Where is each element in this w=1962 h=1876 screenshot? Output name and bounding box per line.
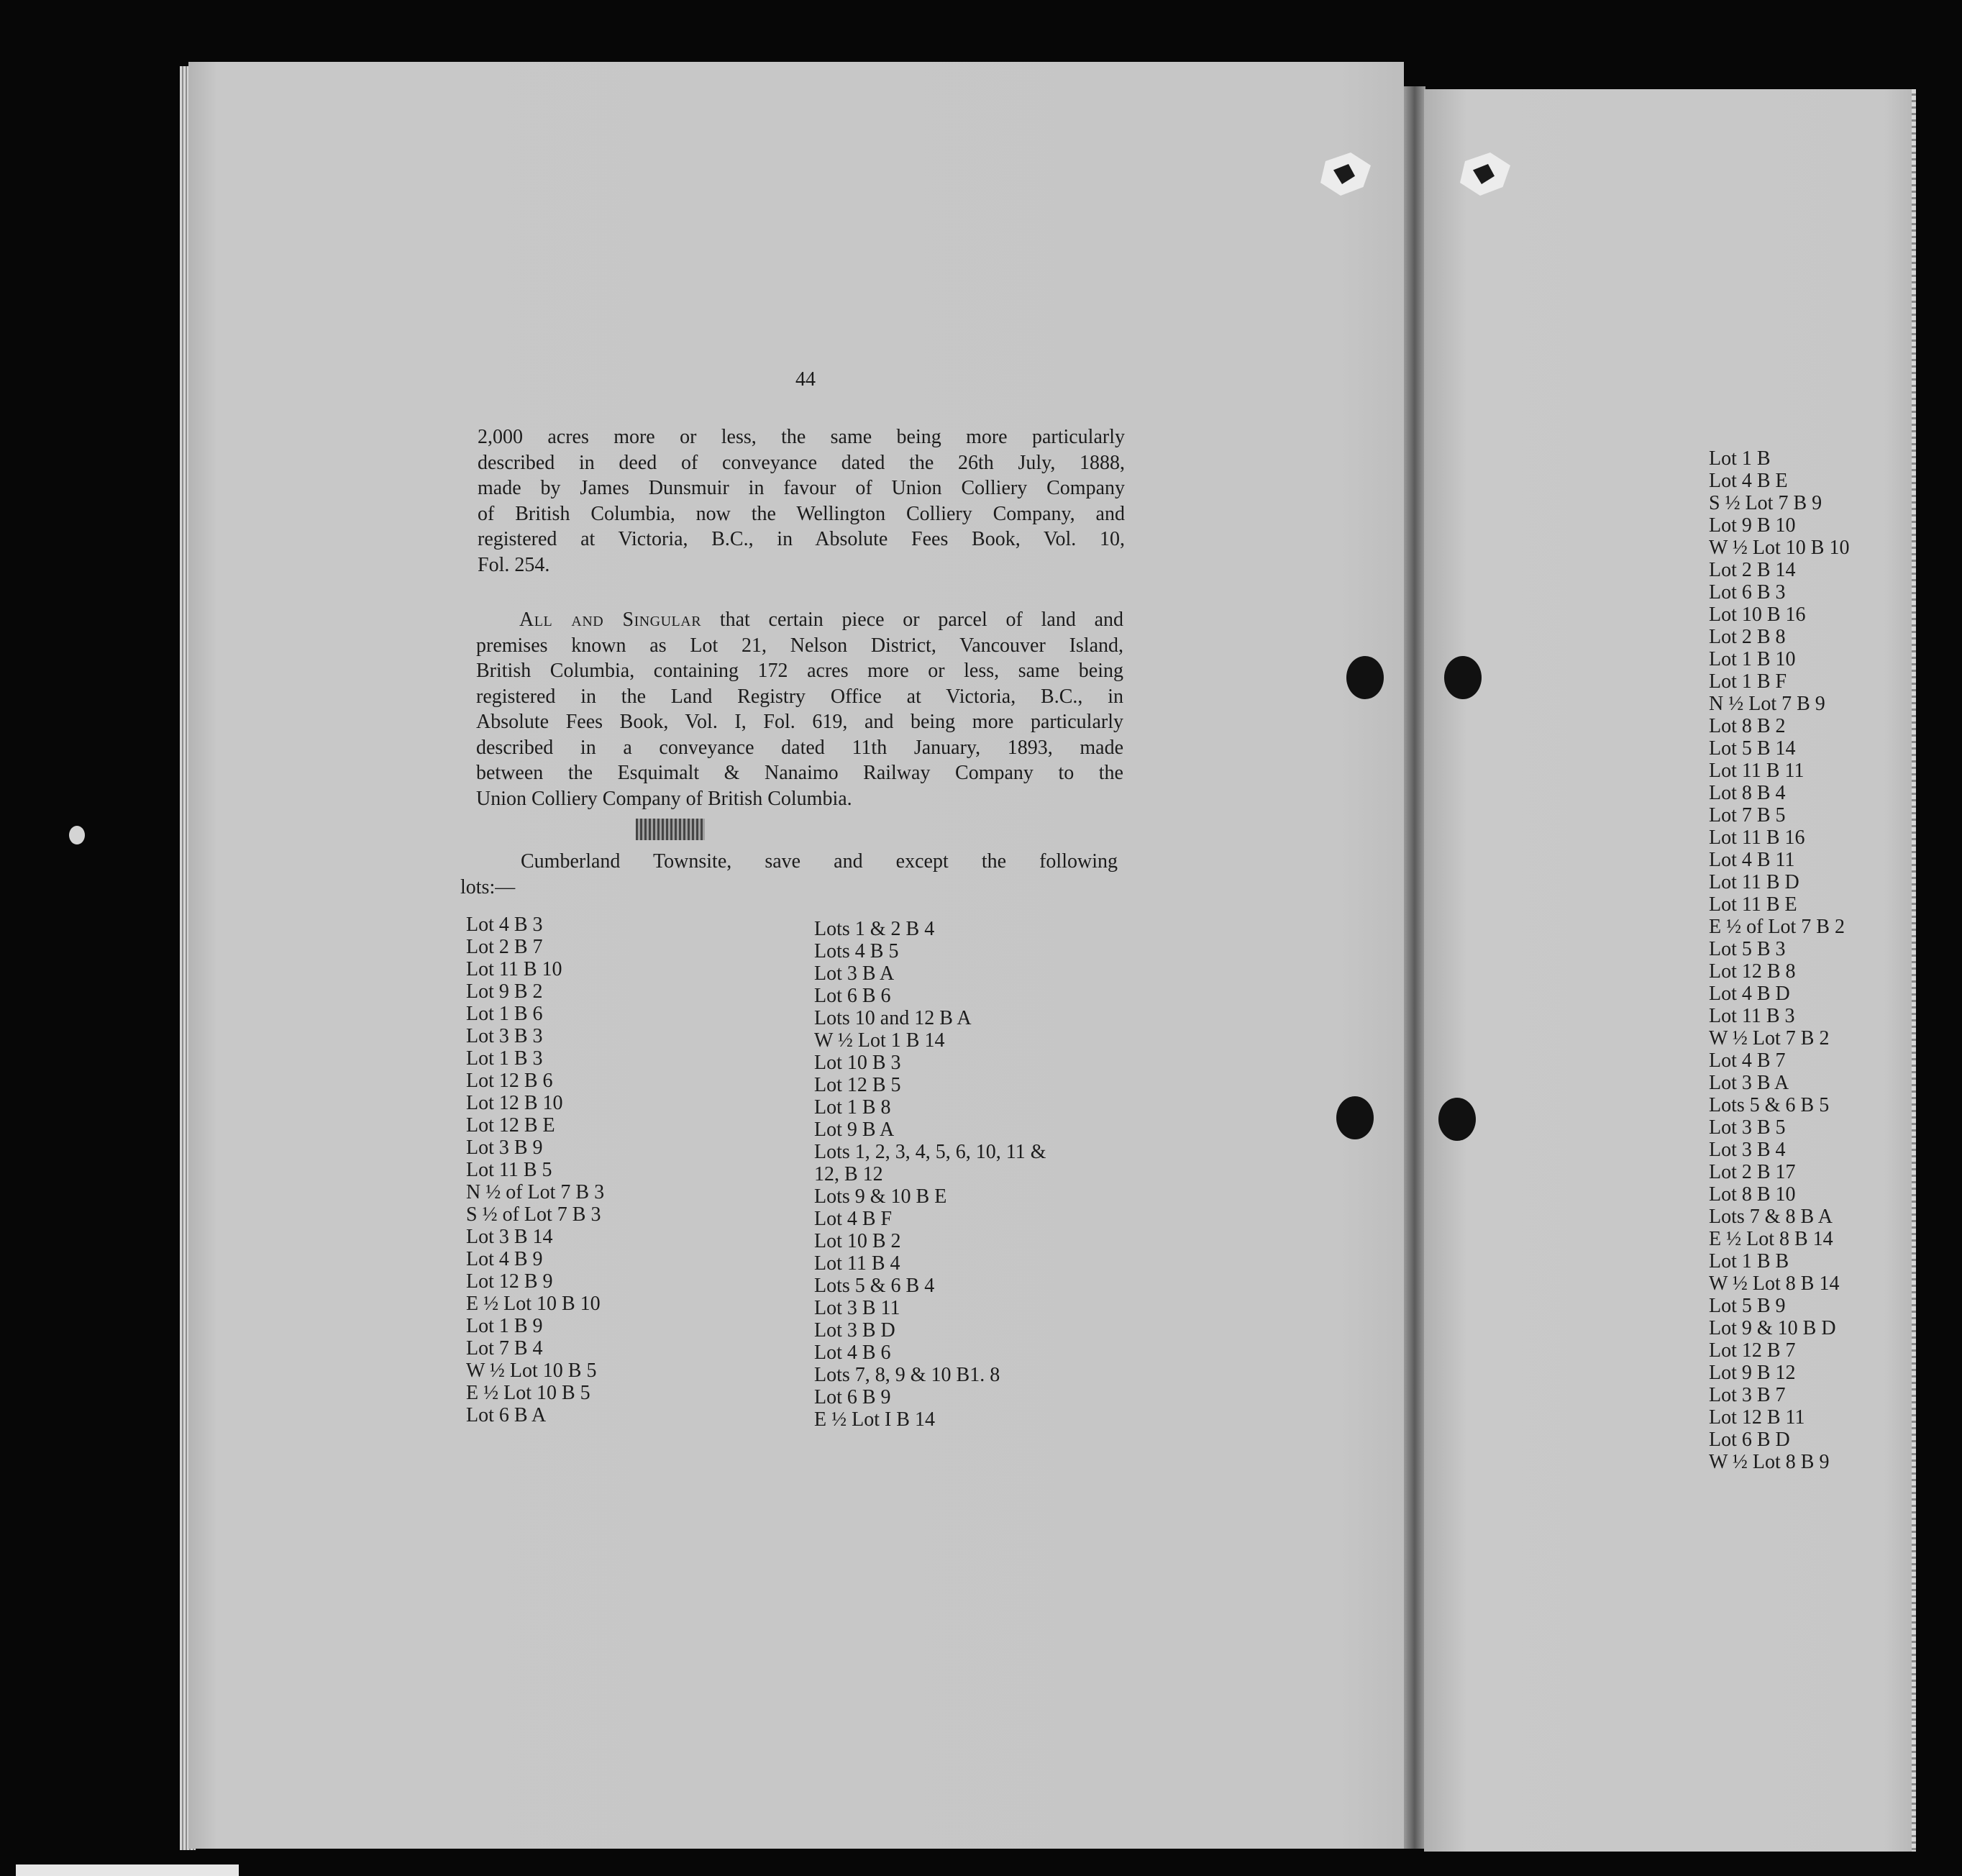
- lot-entry: Lot 9 B A: [814, 1119, 895, 1141]
- paragraph-line: British Columbia, containing 172 acres more or less, same being: [476, 660, 1123, 682]
- lot-entry: Lot 11 B 11: [1709, 760, 1804, 782]
- lot-entry: Lot 1 B 6: [466, 1003, 543, 1025]
- lot-entry: S ½ of Lot 7 B 3: [466, 1203, 601, 1226]
- lot-entry: Lot 12 B 10: [466, 1092, 563, 1114]
- lot-entry: Lot 10 B 2: [814, 1230, 901, 1252]
- paragraph-lot-21: [476, 607, 1123, 811]
- lot-entry: Lot 5 B 9: [1709, 1295, 1786, 1317]
- lot-entry: Lot 10 B 3: [814, 1052, 901, 1074]
- paper-blot: [69, 826, 85, 844]
- paragraph-line: between the Esquimalt & Nanaimo Railway Company to the: [476, 762, 1123, 784]
- lot-entry: Lot 2 B 8: [1709, 626, 1786, 648]
- paragraph-line: described in deed of conveyance dated the 26th July, 1888,: [478, 451, 1125, 474]
- lot-entry: W ½ Lot 10 B 10: [1709, 537, 1850, 559]
- lot-entry: Lot 12 B 9: [466, 1270, 553, 1293]
- lot-entry: W ½ Lot 10 B 5: [466, 1360, 597, 1382]
- lot-entry: Lot 4 B 6: [814, 1342, 891, 1364]
- lot-entry: 12, B 12: [814, 1163, 883, 1185]
- lot-list-column-1: [466, 914, 604, 1426]
- lot-entry: Lot 9 B 10: [1709, 514, 1796, 537]
- paragraph-line: made by James Dunsmuir in favour of Union Colliery Company: [478, 477, 1125, 499]
- lot-entry: Lot 5 B 14: [1709, 737, 1796, 760]
- paragraph-line: Cumberland Townsite, save and except the following: [521, 850, 1118, 873]
- lot-entry: E ½ of Lot 7 B 2: [1709, 916, 1845, 938]
- lot-entry: Lot 1 B B: [1709, 1250, 1789, 1272]
- lot-entry: Lot 6 B 3: [1709, 581, 1786, 604]
- lot-entry: Lot 9 & 10 B D: [1709, 1317, 1836, 1339]
- lot-list-column-3: [1709, 447, 1849, 1473]
- lot-entry: Lot 11 B 4: [814, 1252, 900, 1275]
- lot-entry: Lot 11 B 16: [1709, 827, 1805, 849]
- lot-entry: Lot 6 B 6: [814, 985, 891, 1007]
- lot-entry: Lot 1 B 8: [814, 1096, 891, 1119]
- paragraph-line: Absolute Fees Book, Vol. I, Fol. 619, and being more particularly: [476, 711, 1123, 733]
- lot-entry: Lot 1 B 10: [1709, 648, 1796, 670]
- lot-entry: Lot 2 B 14: [1709, 559, 1796, 581]
- lot-entry: Lot 6 B D: [1709, 1429, 1790, 1451]
- lot-entry: Lots 1, 2, 3, 4, 5, 6, 10, 11 &: [814, 1141, 1046, 1163]
- lot-entry: Lot 12 B E: [466, 1114, 555, 1137]
- paragraph-line: described in a conveyance dated 11th January, 1893, made: [476, 736, 1123, 759]
- lot-entry: Lot 12 B 11: [1709, 1406, 1805, 1429]
- lot-entry: Lot 3 B 4: [1709, 1139, 1786, 1161]
- lot-entry: W ½ Lot 8 B 9: [1709, 1451, 1830, 1473]
- lot-list-column-2: [814, 918, 1046, 1431]
- lot-entry: S ½ Lot 7 B 9: [1709, 492, 1822, 514]
- lot-entry: Lot 4 B 11: [1709, 849, 1795, 871]
- lot-entry: Lot 1 B 3: [466, 1047, 543, 1070]
- lot-entry: Lot 4 B 9: [466, 1248, 543, 1270]
- punch-hole: [1438, 1098, 1476, 1141]
- lot-entry: Lot 9 B 12: [1709, 1362, 1796, 1384]
- lot-entry: Lot 4 B F: [814, 1208, 893, 1230]
- lot-entry: Lot 3 B 9: [466, 1137, 543, 1159]
- lot-entry: Lot 12 B 8: [1709, 960, 1796, 983]
- lot-entry: Lot 11 B 10: [466, 958, 562, 980]
- lot-entry: Lots 4 B 5: [814, 940, 899, 962]
- lot-entry: N ½ Lot 7 B 9: [1709, 693, 1825, 715]
- paragraph-line: Union Colliery Company of British Columbia.: [476, 787, 852, 810]
- paragraph-line: [476, 607, 1123, 633]
- lot-entry: Lot 6 B 9: [814, 1386, 891, 1408]
- punch-hole: [1444, 656, 1482, 699]
- lot-entry: Lots 7, 8, 9 & 10 B1. 8: [814, 1364, 1000, 1386]
- lot-entry: Lot 3 B 7: [1709, 1384, 1786, 1406]
- lot-entry: Lot 12 B 7: [1709, 1339, 1796, 1362]
- paragraph-line: 2,000 acres more or less, the same being more particularly: [478, 426, 1125, 448]
- lot-entry: Lot 1 B: [1709, 447, 1771, 470]
- right-page-edge: [1912, 89, 1916, 1852]
- lot-entry: Lot 7 B 4: [466, 1337, 543, 1360]
- lot-entry: Lot 3 B A: [814, 962, 895, 985]
- lot-entry: Lot 7 B 5: [1709, 804, 1786, 827]
- lot-entry: Lots 1 & 2 B 4: [814, 918, 935, 940]
- page-number: 44: [795, 368, 816, 391]
- lot-entry: Lot 8 B 2: [1709, 715, 1786, 737]
- lot-entry: Lot 4 B 7: [1709, 1049, 1786, 1072]
- lot-entry: Lots 9 & 10 B E: [814, 1185, 947, 1208]
- paragraph-line: of British Columbia, now the Wellington Colliery Company, and: [478, 502, 1125, 525]
- lot-entry: Lot 11 B 5: [466, 1159, 552, 1181]
- lot-entry: Lots 7 & 8 B A: [1709, 1206, 1833, 1228]
- paragraph-deed-description: [478, 424, 1125, 578]
- lot-entry: Lots 5 & 6 B 5: [1709, 1094, 1830, 1116]
- paragraph-cumberland-townsite: [460, 849, 1118, 900]
- lot-entry: W ½ Lot 8 B 14: [1709, 1272, 1840, 1295]
- lot-entry: Lot 1 B 9: [466, 1315, 543, 1337]
- lot-entry: Lot 12 B 6: [466, 1070, 553, 1092]
- lot-entry: E ½ Lot 8 B 14: [1709, 1228, 1833, 1250]
- lot-entry: Lots 5 & 6 B 4: [814, 1275, 935, 1297]
- lot-entry: Lot 11 B 3: [1709, 1005, 1795, 1027]
- lot-entry: Lot 4 B E: [1709, 470, 1788, 492]
- lot-entry: Lot 3 B 11: [814, 1297, 900, 1319]
- paragraph-line: registered at Victoria, B.C., in Absolute Fees Book, Vol. 10,: [478, 528, 1125, 550]
- lot-entry: Lot 9 B 2: [466, 980, 543, 1003]
- paragraph-line: premises known as Lot 21, Nelson District, Vancouver Island,: [476, 634, 1123, 657]
- lot-entry: Lot 2 B 17: [1709, 1161, 1796, 1183]
- lot-entry: E ½ Lot 10 B 5: [466, 1382, 590, 1404]
- lot-entry: E ½ Lot I B 14: [814, 1408, 935, 1431]
- lot-entry: W ½ Lot 1 B 14: [814, 1029, 945, 1052]
- paragraph-line: Fol. 254.: [478, 553, 550, 576]
- paragraph-line: registered in the Land Registry Office at Victoria, B.C., in: [476, 685, 1123, 708]
- paragraph-line: lots:—: [460, 875, 516, 898]
- lot-entry: Lot 3 B 5: [1709, 1116, 1786, 1139]
- lot-entry: Lot 3 B 14: [466, 1226, 553, 1248]
- lot-entry: E ½ Lot 10 B 10: [466, 1293, 601, 1315]
- left-page: [188, 62, 1404, 1849]
- lot-entry: Lot 10 B 16: [1709, 604, 1806, 626]
- lot-entry: Lot 3 B D: [814, 1319, 895, 1342]
- lot-entry: Lot 4 B D: [1709, 983, 1790, 1005]
- paragraph-line-rest: that certain piece or parcel of land and: [701, 609, 1123, 631]
- ink-stamp-mark: [636, 819, 705, 840]
- lot-entry: Lot 12 B 5: [814, 1074, 901, 1096]
- book-gutter: [1404, 86, 1425, 1849]
- paper-slip: [16, 1864, 239, 1876]
- lot-entry: Lot 2 B 7: [466, 936, 543, 958]
- punch-hole: [1336, 1096, 1374, 1139]
- lot-entry: N ½ of Lot 7 B 3: [466, 1181, 605, 1203]
- lot-entry: Lot 1 B F: [1709, 670, 1787, 693]
- lot-entry: Lot 8 B 10: [1709, 1183, 1796, 1206]
- lot-entry: Lot 4 B 3: [466, 914, 543, 936]
- lot-entry: Lot 3 B A: [1709, 1072, 1789, 1094]
- lot-entry: Lot 8 B 4: [1709, 782, 1786, 804]
- lot-entry: Lots 10 and 12 B A: [814, 1007, 972, 1029]
- lot-entry: Lot 3 B 3: [466, 1025, 543, 1047]
- lot-entry: Lot 5 B 3: [1709, 938, 1786, 960]
- lot-entry: Lot 6 B A: [466, 1404, 547, 1426]
- lot-entry: Lot 11 B E: [1709, 893, 1797, 916]
- lot-entry: W ½ Lot 7 B 2: [1709, 1027, 1830, 1049]
- paragraph-lead-smallcaps: All and Singular: [519, 609, 702, 631]
- punch-hole: [1346, 656, 1384, 699]
- lot-entry: Lot 11 B D: [1709, 871, 1799, 893]
